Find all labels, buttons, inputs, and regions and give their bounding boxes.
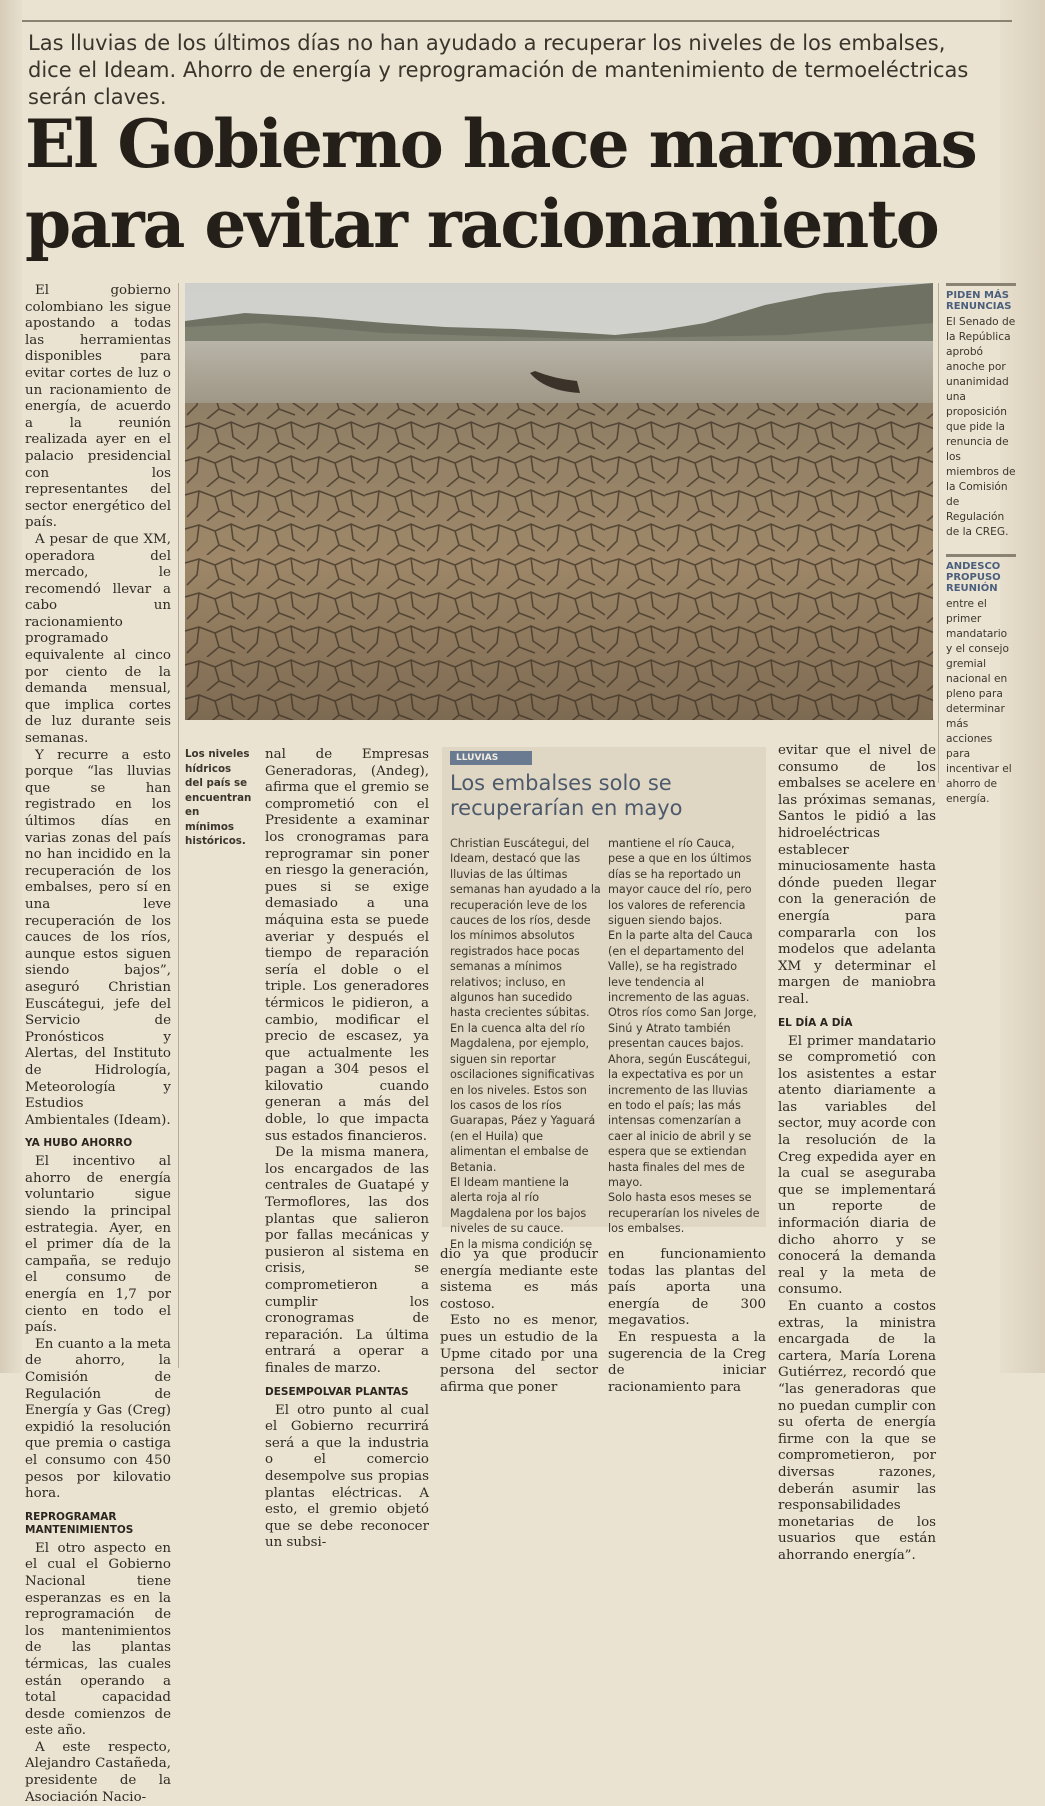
- box-tag: LLUVIAS: [450, 751, 532, 765]
- paragraph: evitar que el nivel de consumo de los embalses se acelere en las próximas semanas, Santos le pidió a las hidroeléctricas establecer minuciosamente hasta dónde pueden llegar con la generación de energía para compararla con los modelos que adelanta XM y determinar el margen de maniobra real.: [778, 743, 936, 1007]
- box-paragraph: Solo hasta esos meses se recuperarían los niveles de los embalses.: [608, 1191, 760, 1236]
- sidebar-box: [442, 747, 766, 1251]
- box-paragraph: Otros ríos como San Jorge, Sinú y Atrato también presentan cauces bajos.: [608, 1006, 757, 1051]
- box-paragraph: El Ideam mantiene la alerta roja al río Magdalena por los bajos niveles de su cauce.: [450, 1175, 587, 1236]
- article-headline: El Gobierno hace maromas para evitar racionamiento: [25, 105, 976, 263]
- paragraph: El primer mandatario se comprometió con los asistentes a estar atento diariamente a las variables del sector, muy acorde con la resolución de la Creg expedida ayer en la cual se aseguraba que se implementará un reporte de información diaria de dicho ahorro y se conocerá la demanda real y la meta de consumo.: [778, 1033, 936, 1298]
- box-paragraph: En la misma condición se: [450, 1237, 593, 1251]
- box-paragraph: En la parte alta del Cauca (en el departamento del Valle), se ha registrado leve tendencia al incremento de las aguas.: [608, 929, 753, 1005]
- subhead: DESEMPOLVAR PLANTAS: [265, 1385, 409, 1398]
- box-column-right: [608, 836, 760, 1237]
- left-page-edge: [0, 0, 22, 1373]
- photo-illustration: [185, 283, 933, 720]
- paragraph: De la misma manera, los encargados de las centrales de Guatapé y Termoflores, las dos plantas que salieron por fallas mecánicas y pusieron al sistema en crisis, se comprometieron a cumplir los cronogramas de reparación. La última entrará a operar a finales de marzo.: [265, 1145, 429, 1376]
- photo-caption: Los niveles hídricos del país se encuentran en mínimos históricos.: [185, 748, 252, 847]
- column-rule: [178, 283, 179, 1368]
- subhead: YA HUBO AHORRO: [25, 1137, 133, 1150]
- box-paragraph: Christian Euscátegui, del Ideam, destacó que las lluvias de las últimas semanas han ayudado a la recuperación leve de los cauces de los ríos, desde los mínimos absolutos registrados hace pocas semanas a mínimos relativos; incluso, en algunos han sucedido hasta crecientes súbitas.: [450, 837, 601, 1020]
- column-rule: [938, 283, 939, 783]
- drought-reservoir-photo: [185, 283, 933, 720]
- sidebar-label: PIDEN MÁS RENUNCIAS: [946, 283, 1016, 312]
- column-4-bottom: [608, 1247, 766, 1396]
- column-1: [25, 283, 171, 1806]
- box-title: Los embalses solo se recuperarían en mayo: [450, 771, 683, 820]
- box-paragraph: Ahora, según Euscátegui, la expectativa es por un incremento de las lluvias en todo el país; las más intensas comenzarían a caer al inicio de abril y se espera que se extiendan hasta finales del mes de mayo.: [608, 1052, 752, 1189]
- sidebar-text: El Senado de la República aprobó anoche por unanimidad una proposición que pide la renuncia de los miembros de la Comisión de Regulación de la CREG.: [946, 316, 1016, 538]
- top-rule: [22, 20, 1012, 22]
- column-5: [778, 743, 936, 1565]
- paragraph: El gobierno colombiano les sigue apostando a todas las herramientas disponibles para evitar cortes de luz o un racionamiento de energía, de acuerdo a la reunión realizada ayer en el palacio presidencial con los representantes del sector energético del país.: [25, 283, 171, 531]
- sidebar-text: entre el primer mandatario y el consejo gremial nacional en pleno para determinar más acciones para incentivar el ahorro de energía.: [946, 598, 1012, 805]
- article-deck: Las lluvias de los últimos días no han ayudado a recuperar los niveles de los embalses, dice el Ideam. Ahorro de energía y reprogramación de mantenimiento de termoeléctricas serán claves.: [28, 31, 969, 109]
- paragraph: A este respecto, Alejandro Castañeda, presidente de la Asociación Nacio-: [25, 1739, 171, 1805]
- paragraph: Y recurre a esto porque “las lluvias que se han registrado en los últimos días en varias zonas del país no han incidido en la recuperación de los embalses, pero sí en una leve recuperación de los cauces de los ríos, aunque estos siguen siendo bajos”, aseguró Christian Euscátegui, jefe del Servicio de Pronósticos y Alertas, del Instituto de Hidrología, Meteorología y Estudios Ambientales (Ideam).: [25, 747, 171, 1128]
- paragraph: El incentivo al ahorro de energía voluntario sigue siendo la principal estrategia. Ayer, en el primer día de la campaña, se redujo el consumo de energía en 1,7 por ciento en todo el país.: [25, 1154, 171, 1336]
- paragraph: El otro aspecto en el cual el Gobierno Nacional tiene esperanzas es en la reprogramación de los mantenimientos de las plantas térmicas, las cuales están operando a total capacidad desde comienzos de este año.: [25, 1540, 171, 1739]
- paragraph: En cuanto a costos extras, la ministra encargada de la cartera, María Lorena Gutiérrez, recordó que “las generadoras que no puedan cumplir con su oferta de energía firme con la que se comprometieron, por diversas razones, deberán asumir las responsabilidades monetarias de los usuarios que están ahorrando energía”.: [778, 1299, 936, 1563]
- paragraph: En respuesta a la sugerencia de la Creg de iniciar racionamiento para: [608, 1329, 766, 1395]
- box-paragraph: mantiene el río Cauca, pese a que en los últimos días se ha reportado un mayor cauce del río, pero los valores de referencia siguen siendo bajos.: [608, 837, 752, 928]
- paragraph: Esto no es menor, pues un estudio de la Upme citado por una persona del sector afirma que poner: [440, 1313, 598, 1395]
- subhead: REPROGRAMAR MANTENIMIENTOS: [25, 1510, 134, 1536]
- column-2: [265, 747, 429, 1552]
- sidebar-label: ANDESCO PROPUSO REUNIÓN: [946, 554, 1016, 594]
- box-paragraph: En la cuenca alta del río Magdalena, por ejemplo, siguen sin reportar oscilaciones significativas en los niveles. Estos son los casos de los ríos Guarapas, Páez y Yaguará (en el Huila) que alimentan el embalse de Betania.: [450, 1021, 596, 1174]
- box-column-left: [450, 836, 602, 1252]
- paragraph: dio ya que producir energía mediante este sistema es más costoso.: [440, 1247, 598, 1312]
- paragraph: El otro punto al cual el Gobierno recurrirá será a que la industria o el comercio desempolve sus propias plantas eléctricas. A esto, el gremio objetó que se debe reconocer un subsi-: [265, 1402, 429, 1551]
- paragraph: nal de Empresas Generadoras, (Andeg), afirma que el gremio se comprometió con el Presidente a examinar los cronogramas para reprogramar sin poner en riesgo la generación, pues si se exige demasiado a una máquina esta se puede averiar y después el tiempo de reparación sería el doble o el triple. Los generadores térmicos le pidieron, a cambio, modificar el precio de escasez, ya que actualmente les pagan a 304 pesos el kilovatio cuando generan a más del doble, lo que impacta sus estados financieros.: [265, 747, 429, 1144]
- paragraph: A pesar de que XM, operadora del mercado, le recomendó llevar a cabo un racionamiento programado equivalente al cinco por ciento de la demanda mensual, que implica cortes de luz durante seis semanas.: [25, 531, 171, 747]
- subhead: EL DÍA A DÍA: [778, 1016, 853, 1029]
- paragraph: en funcionamiento todas las plantas del país aporta una energía de 300 megavatios.: [608, 1247, 766, 1329]
- right-sidebar: [946, 283, 1016, 821]
- column-3-bottom: [440, 1247, 598, 1396]
- paragraph: En cuanto a la meta de ahorro, la Comisión de Regulación de Energía y Gas (Creg) expidió la resolución que premia o castiga el consumo con 450 pesos por kilovatio hora.: [25, 1336, 171, 1502]
